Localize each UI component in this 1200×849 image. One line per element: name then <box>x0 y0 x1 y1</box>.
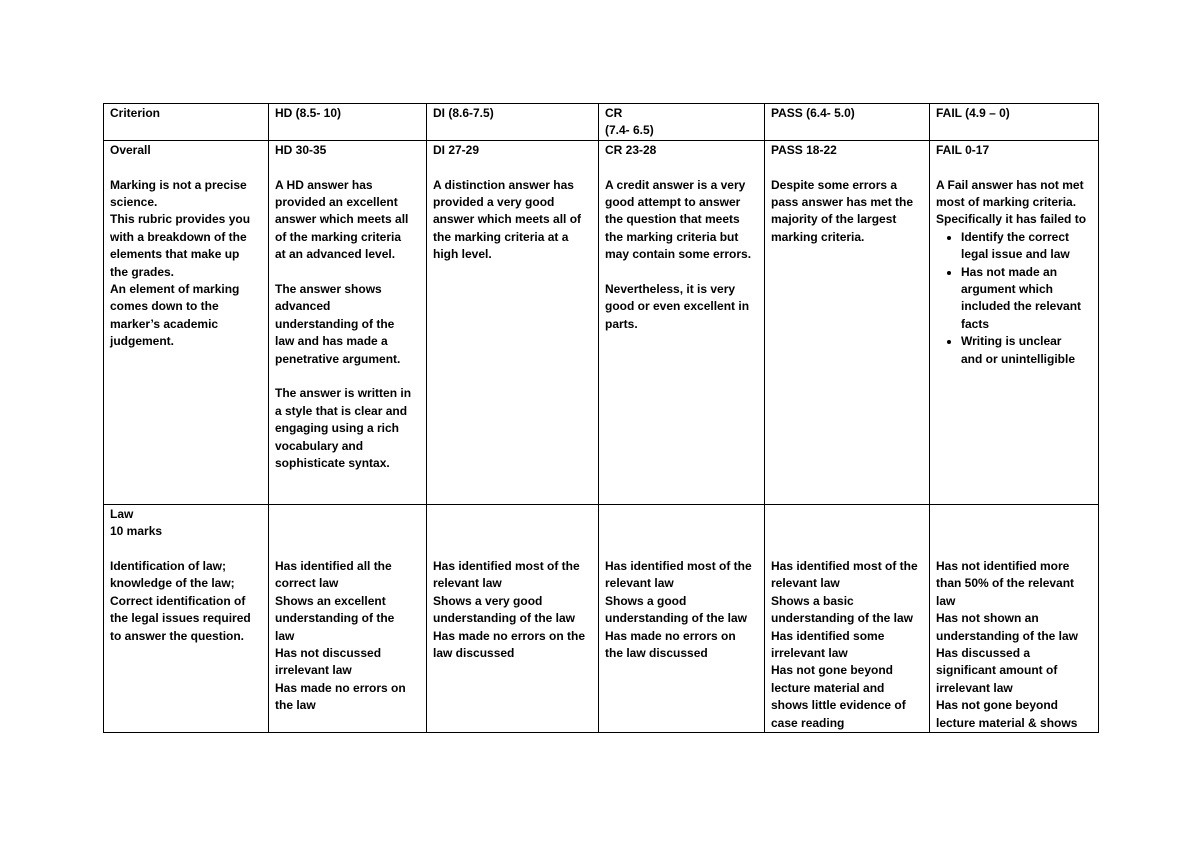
text-line: Has not identified more <box>936 558 1070 573</box>
text-line: Has not gone beyond <box>936 698 1059 713</box>
overall-cr-cell <box>599 140 765 504</box>
text-line: the grades. <box>110 264 175 279</box>
header-pass-label: PASS (6.4- 5.0) <box>771 106 855 120</box>
text-line: a style that is clear and <box>275 403 408 418</box>
text-line: and or unintelligible <box>961 351 1075 366</box>
text-line: Shows a good <box>605 593 687 608</box>
header-pass <box>765 104 930 141</box>
text-line: answer which meets all of <box>433 212 582 227</box>
text-line: the law <box>275 698 316 713</box>
overall-pass-title: PASS 18-22 <box>771 142 837 157</box>
text-line: good attempt to answer <box>605 195 741 210</box>
text-line: provided a very good <box>433 195 555 210</box>
text-line: vocabulary and <box>275 438 364 453</box>
header-row <box>104 104 1099 141</box>
header-criterion <box>104 104 269 141</box>
text-line: • Has not made an <box>961 264 1058 279</box>
text-line: relevant law <box>771 576 840 591</box>
text-line: the question that meets <box>605 212 740 227</box>
header-criterion-label: Criterion <box>110 106 161 120</box>
text-line: • Identify the correct <box>961 229 1070 244</box>
text-line: A Fail answer has not met <box>936 177 1084 192</box>
text-line: legal issue and law <box>961 247 1070 262</box>
header-di <box>427 104 599 141</box>
text-line: Has made no errors on <box>275 680 406 695</box>
header-fail-label: FAIL (4.9 – 0) <box>936 106 1010 120</box>
text-line: sophisticate syntax. <box>275 456 390 471</box>
text-line: penetrative argument. <box>275 351 401 366</box>
law-pass-text <box>771 558 923 732</box>
law-hd-cell <box>269 504 427 732</box>
text-line: Shows a very good <box>433 593 543 608</box>
law-criterion-cell <box>104 504 269 732</box>
overall-fail-bullets <box>936 229 1092 368</box>
text-line: included the relevant <box>961 299 1082 314</box>
law-row <box>104 504 1099 732</box>
text-line: Has identified some <box>771 628 885 643</box>
text-line: law and has made a <box>275 334 388 349</box>
text-line: irrelevant law <box>771 646 848 661</box>
text-line: • Writing is unclear <box>961 334 1062 349</box>
text-line: to answer the question. <box>110 628 245 643</box>
text-line: provided an excellent <box>275 195 398 210</box>
law-fail-text <box>936 558 1092 732</box>
overall-fail-text <box>936 177 1092 229</box>
text-line: most of marking criteria. <box>936 195 1077 210</box>
text-line: An element of marking <box>110 282 240 297</box>
text-line: of the marking criteria <box>275 229 402 244</box>
fail-bullet-item <box>961 229 1092 264</box>
text-line: shows little evidence of <box>771 698 906 713</box>
text-line: knowledge of the law; <box>110 576 235 591</box>
text-line: significant amount of <box>936 663 1058 678</box>
text-line: than 50% of the relevant <box>936 576 1075 591</box>
text-line: Correct identification of <box>110 593 246 608</box>
overall-pass-text <box>771 177 923 247</box>
text-line: at an advanced level. <box>275 247 396 262</box>
text-line: correct law <box>275 576 339 591</box>
text-line: argument which <box>961 282 1054 297</box>
text-line: law <box>275 628 295 643</box>
overall-hd-para3 <box>275 385 420 472</box>
text-line: the law discussed <box>605 646 708 661</box>
law-fail-cell <box>930 504 1099 732</box>
text-line: understanding of the law <box>605 611 748 626</box>
text-line: Has made no errors on the <box>433 628 586 643</box>
overall-hd-para2 <box>275 281 420 368</box>
text-line: Shows an excellent <box>275 593 386 608</box>
text-line: law discussed <box>433 646 515 661</box>
text-line: science. <box>110 195 158 210</box>
law-criterion-title: Law <box>110 506 134 521</box>
text-line: Has made no errors on <box>605 628 736 643</box>
header-fail <box>930 104 1099 141</box>
text-line: comes down to the <box>110 299 219 314</box>
text-line: Has not discussed <box>275 646 382 661</box>
text-line: Nevertheless, it is very <box>605 282 736 297</box>
text-line: A distinction answer has <box>433 177 574 192</box>
text-line: understanding of the <box>275 611 395 626</box>
text-line: judgement. <box>110 334 175 349</box>
overall-criterion-text <box>110 177 262 351</box>
text-line: may contain some errors. <box>605 247 752 262</box>
header-hd <box>269 104 427 141</box>
text-line: Identification of law; <box>110 559 226 574</box>
text-line: the marking criteria at a <box>433 229 569 244</box>
fail-bullet-item <box>961 333 1092 368</box>
text-line: The answer shows <box>275 282 382 297</box>
text-line: advanced <box>275 299 331 314</box>
text-line: Specifically it has failed to <box>936 212 1087 227</box>
overall-cr-title: CR 23-28 <box>605 142 657 157</box>
text-line: Has not gone beyond <box>771 663 894 678</box>
text-line: pass answer has met the <box>771 195 914 210</box>
text-line: majority of the largest <box>771 212 897 227</box>
text-line: engaging using a rich <box>275 421 400 436</box>
overall-hd-para1 <box>275 177 420 264</box>
text-line: good or even excellent in <box>605 299 750 314</box>
overall-row <box>104 140 1099 504</box>
text-line: Shows a basic <box>771 593 854 608</box>
text-line: irrelevant law <box>275 663 352 678</box>
text-line: A credit answer is a very <box>605 177 746 192</box>
overall-fail-title: FAIL 0-17 <box>936 142 990 157</box>
overall-criterion-cell <box>104 140 269 504</box>
text-line: facts <box>961 316 990 331</box>
overall-cr-para2 <box>605 281 758 333</box>
text-line: This rubric provides you <box>110 212 251 227</box>
text-line: understanding of the law <box>433 611 576 626</box>
text-line: case reading <box>771 715 845 730</box>
overall-criterion-title: Overall <box>110 142 151 157</box>
text-line: with a breakdown of the <box>110 229 247 244</box>
law-cr-text <box>605 558 758 662</box>
law-pass-cell <box>765 504 930 732</box>
text-line: the legal issues required <box>110 611 251 626</box>
text-line: high level. <box>433 247 492 262</box>
text-line: understanding of the law <box>936 628 1079 643</box>
text-line: Despite some errors a <box>771 177 898 192</box>
overall-di-text <box>433 177 592 264</box>
overall-cr-para1 <box>605 177 758 264</box>
overall-hd-title: HD 30-35 <box>275 142 327 157</box>
header-cr-label: CR <box>605 106 623 120</box>
text-line: answer which meets all <box>275 212 409 227</box>
overall-fail-cell <box>930 140 1099 504</box>
header-cr-range: (7.4- 6.5) <box>605 123 654 138</box>
text-line: elements that make up <box>110 247 240 262</box>
law-di-cell <box>427 504 599 732</box>
overall-hd-cell <box>269 140 427 504</box>
text-line: Has identified most of the <box>433 558 580 573</box>
text-line: Has identified most of the <box>605 558 752 573</box>
header-hd-label: HD (8.5- 10) <box>275 106 342 120</box>
text-line: irrelevant law <box>936 680 1013 695</box>
text-line: relevant law <box>433 576 502 591</box>
overall-di-title: DI 27-29 <box>433 142 480 157</box>
text-line: marking criteria. <box>771 229 865 244</box>
text-line: A HD answer has <box>275 177 373 192</box>
text-line: Has identified most of the <box>771 558 918 573</box>
text-line: Has not shown an <box>936 611 1039 626</box>
header-cr <box>599 104 765 141</box>
overall-di-cell <box>427 140 599 504</box>
text-line: parts. <box>605 316 638 331</box>
text-line: The answer is written in <box>275 386 412 401</box>
header-di-label: DI (8.6-7.5) <box>433 106 494 120</box>
text-line: relevant law <box>605 576 674 591</box>
text-line: marker’s academic <box>110 316 219 331</box>
law-cr-cell <box>599 504 765 732</box>
rubric-table <box>103 103 1099 733</box>
law-di-text <box>433 558 592 662</box>
text-line: Has discussed a <box>936 646 1031 661</box>
text-line: understanding of the <box>275 316 395 331</box>
text-line: the marking criteria but <box>605 229 739 244</box>
law-hd-text <box>275 558 420 715</box>
fail-bullet-item <box>961 264 1092 334</box>
text-line: Has identified all the <box>275 558 392 573</box>
overall-pass-cell <box>765 140 930 504</box>
text-line: Marking is not a precise <box>110 177 247 192</box>
text-line: lecture material & shows <box>936 715 1078 730</box>
text-line: law <box>936 593 956 608</box>
text-line: lecture material and <box>771 680 885 695</box>
text-line: understanding of the law <box>771 611 914 626</box>
law-criterion-marks: 10 marks <box>110 524 163 539</box>
law-criterion-text <box>110 558 262 645</box>
